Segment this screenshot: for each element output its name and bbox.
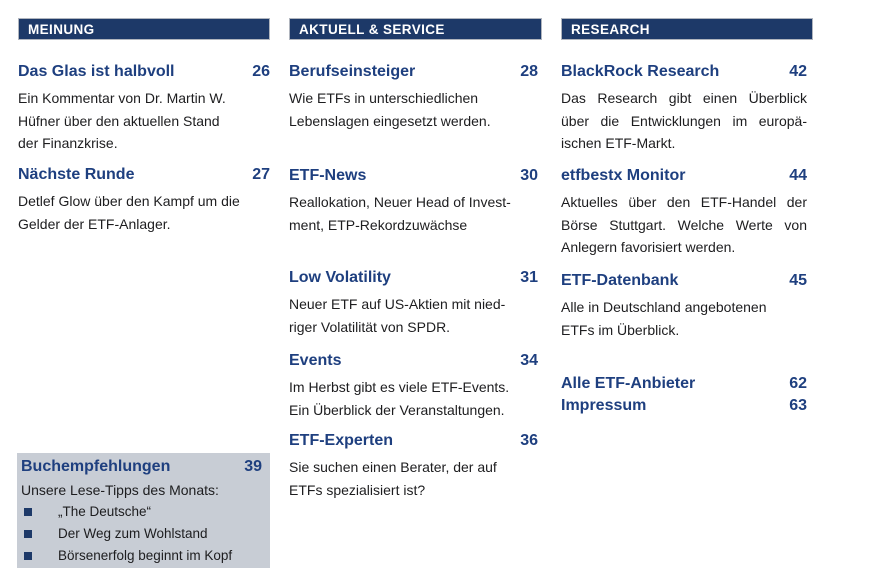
entry-title[interactable]: Das Glas ist halbvoll [18, 63, 175, 80]
entry-title[interactable]: Events [289, 352, 342, 369]
entry-page-number[interactable]: 26 [252, 63, 270, 80]
section-header-bar [289, 18, 542, 40]
toc-entry [289, 431, 542, 501]
entry-page-number[interactable]: 31 [520, 269, 538, 286]
section-title: RESEARCH [571, 21, 650, 37]
entry-page-number[interactable]: 44 [789, 167, 807, 184]
entry-title[interactable]: Nächste Runde [18, 166, 135, 183]
entry-title-row [289, 431, 542, 451]
entry-description-line: riger Volatilität von SPDR. [289, 318, 451, 335]
entry-description-line: Wie ETFs in unterschiedlichen [289, 90, 479, 106]
toc-entry [561, 271, 813, 341]
section-title: MEINUNG [28, 21, 95, 37]
entry-page-number[interactable]: 27 [252, 166, 270, 183]
book-item [21, 545, 262, 567]
entry-description-line: Börse Stuttgart. Welche Werte von [561, 216, 807, 233]
entry-description-line: der Finanzkrise. [18, 135, 118, 151]
entry-description-line: Gelder der ETF-Anlager. [18, 215, 171, 232]
entry-page-number[interactable]: 34 [520, 352, 538, 369]
box-title[interactable]: Buchempfehlungen [21, 458, 171, 475]
box-subtitle: Unsere Lese-Tipps des Monats: [21, 482, 219, 498]
toc-entry [561, 62, 813, 155]
entry-description-line: über die Entwicklungen im europä- [561, 112, 807, 129]
entry-description-line: ment, ETP-Rekordzuwächse [289, 216, 468, 233]
entry-description-line: Aktuelles über den ETF-Handel der [561, 194, 807, 210]
entry-title-row [289, 166, 542, 186]
column-aktuell-service [289, 0, 542, 574]
box-page-number[interactable]: 39 [244, 458, 262, 475]
entry-description-line: Reallokation, Neuer Head of Invest- [289, 194, 511, 210]
entry-title-row [289, 351, 542, 371]
entry-title[interactable]: ETF-Experten [289, 432, 394, 449]
link-title[interactable]: Impressum [561, 397, 647, 414]
entry-title[interactable]: ETF-Datenbank [561, 272, 679, 289]
link-page-number[interactable]: 62 [789, 375, 807, 392]
entry-description-line: Im Herbst gibt es viele ETF-Events. [289, 379, 510, 395]
entry-description-line: Detlef Glow über den Kampf um die [18, 193, 240, 209]
entry-description-line: ETFs spezialisiert ist? [289, 481, 426, 498]
entry-description-line: ETFs im Überblick. [561, 321, 680, 338]
entry-title[interactable]: BlackRock Research [561, 63, 720, 80]
entry-page-number[interactable]: 45 [789, 272, 807, 289]
section-title: AKTUELL & SERVICE [299, 21, 445, 37]
column-research [561, 0, 813, 574]
section-header-bar [18, 18, 270, 40]
entry-page-number[interactable]: 36 [520, 432, 538, 449]
entry-description-line: Das Research gibt einen Überblick [561, 90, 807, 106]
entry-title[interactable]: ETF-News [289, 167, 367, 184]
entry-title-row [561, 166, 813, 186]
book-item [21, 523, 262, 545]
toc-link-row [561, 374, 813, 394]
book-recommendations-box [17, 453, 270, 568]
section-header-bar [561, 18, 813, 40]
entry-page-number[interactable]: 28 [520, 63, 538, 80]
toc-entry [289, 351, 542, 421]
entry-description-line: Ein Überblick der Veranstaltungen. [289, 401, 505, 418]
entry-title-row [289, 62, 542, 82]
toc-link-row [561, 396, 813, 416]
book-item-label: „The Deutsche“ [58, 504, 152, 519]
bullet-square-icon [24, 552, 32, 560]
bullet-square-icon [24, 530, 32, 538]
entry-description-line: Lebenslagen eingesetzt werden. [289, 112, 491, 129]
link-title[interactable]: Alle ETF-Anbieter [561, 375, 696, 392]
column-meinung [18, 0, 270, 574]
toc-entry [18, 165, 270, 235]
bullet-square-icon [24, 508, 32, 516]
entry-description-line: Anlegern favorisiert werden. [561, 239, 736, 255]
entry-description-line: Alle in Deutschland angebotenen [561, 299, 767, 315]
book-item [21, 501, 262, 523]
entry-title-row [18, 165, 270, 185]
entry-description-line: Ein Kommentar von Dr. Martin W. [18, 90, 226, 106]
entry-page-number[interactable]: 30 [520, 167, 538, 184]
toc-entry [289, 268, 542, 338]
entry-description-line: ischen ETF-Markt. [561, 135, 676, 151]
box-title-row [21, 457, 262, 477]
entry-title[interactable]: etfbestx Monitor [561, 167, 686, 184]
link-page-number[interactable]: 63 [789, 397, 807, 414]
toc-entry [18, 62, 270, 155]
entry-title-row [18, 62, 270, 82]
entry-description-line: Sie suchen einen Berater, der auf [289, 459, 497, 475]
book-item-label: Der Weg zum Wohlstand [58, 526, 208, 541]
entry-description-line: Neuer ETF auf US-Aktien mit nied- [289, 296, 506, 312]
entry-title-row [561, 62, 813, 82]
entry-page-number[interactable]: 42 [789, 63, 807, 80]
toc-entry [289, 62, 542, 132]
entry-title[interactable]: Low Volatility [289, 269, 391, 286]
toc-entry [561, 166, 813, 259]
book-item-label: Börsenerfolg beginnt im Kopf [58, 548, 233, 563]
entry-title-row [289, 268, 542, 288]
toc-entry [289, 166, 542, 236]
entry-title[interactable]: Berufseinsteiger [289, 63, 416, 80]
entry-title-row [561, 271, 813, 291]
entry-description-line: Hüfner über den aktuellen Stand [18, 112, 220, 129]
